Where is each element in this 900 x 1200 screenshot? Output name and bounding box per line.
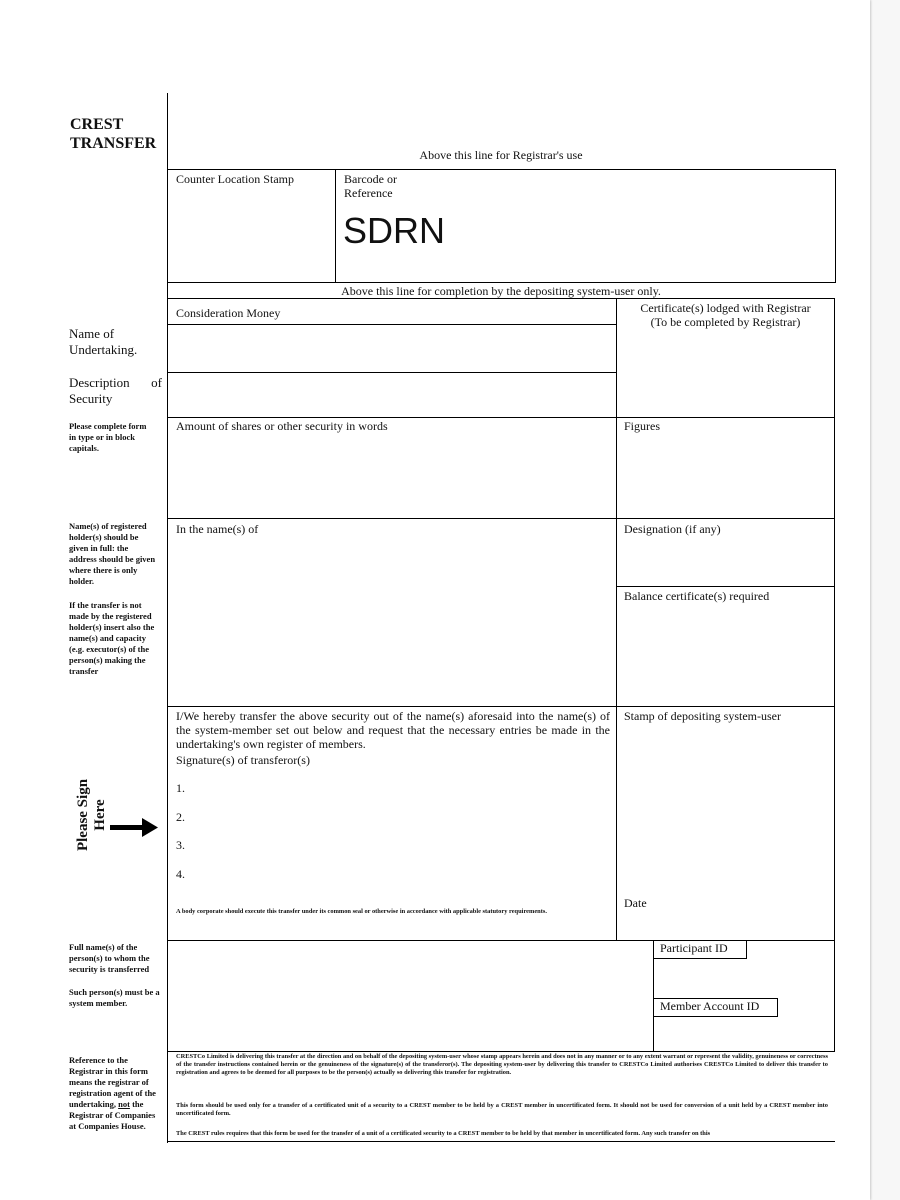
names-row-rule bbox=[167, 706, 835, 707]
arrow-right-icon bbox=[110, 818, 158, 838]
depositing-note-rule bbox=[167, 298, 835, 299]
sidebar-reference-not: not bbox=[118, 1099, 130, 1109]
sidebar-name-of-undertaking-line1: Name of bbox=[69, 326, 115, 341]
body-corporate-note: A body corporate should execute this transfer under its common seal or otherwise in accordance with applicable statutory requirements. bbox=[176, 908, 547, 915]
sidebar-full-names-note: Full name(s) of the person(s) to whom the security is transferred bbox=[69, 942, 150, 974]
stamp-depositing-label: Stamp of depositing system-user bbox=[624, 709, 781, 723]
sidebar-system-member-note: Such person(s) must be a system member. bbox=[69, 987, 160, 1008]
sidebar-transfer-not-made-note: If the transfer is not made by the registered holder(s) insert also the name(s) and capacity (e.g. executor(s) of the person(s) making the transfer bbox=[69, 600, 155, 676]
footer-paragraph-1: CRESTCo Limited is delivering this transfer at the direction and on behalf of the depositing system-user whose stamp appears herein and does not in any manner or to any extent warrant or represent the validity, genuineness or correctness of the transfer instructions contained herein or the genuineness of the signature(s) of the transferor(s). The depositing system-user by delivering this transfer to CRESTCo Limited authorises CRESTCo Limited to deliver this transfer to registration and agrees to be deemed for all purposes to be the person(s) actually so delivering this transfer for registration. bbox=[176, 1053, 828, 1076]
footer-paragraph-3: The CREST rules requires that this form be used for the transfer of a unit of a certificated security to a CREST member to be held by that member in uncertificated form. Any such transfer on this bbox=[176, 1130, 711, 1137]
footer-bottom-rule bbox=[167, 1141, 835, 1142]
participant-id-label: Participant ID bbox=[660, 941, 728, 955]
certificates-lodged-line1: Certificate(s) lodged with Registrar bbox=[640, 301, 811, 315]
sidebar-name-of-undertaking bbox=[69, 326, 137, 358]
registrar-box bbox=[167, 169, 836, 283]
amount-in-words-label: Amount of shares or other security in words bbox=[176, 419, 388, 433]
lower-section-right-edge bbox=[834, 940, 835, 1052]
consideration-money-label: Consideration Money bbox=[176, 306, 281, 320]
signatures-label: Signature(s) of transferor(s) bbox=[176, 753, 310, 767]
please-sign-here-text bbox=[75, 765, 109, 865]
counter-location-stamp-label: Counter Location Stamp bbox=[176, 172, 294, 186]
amount-row-rule bbox=[167, 518, 835, 519]
lower-section-bottom-rule bbox=[167, 1051, 835, 1052]
form-title bbox=[70, 115, 156, 153]
date-label: Date bbox=[624, 896, 647, 910]
undertaking-row-rule bbox=[167, 372, 616, 373]
consideration-row-rule bbox=[167, 324, 616, 325]
form-title-line1: CREST bbox=[70, 116, 124, 133]
sidebar-description-word: Description bbox=[69, 375, 130, 390]
registrar-box-divider bbox=[335, 169, 336, 283]
sidebar-reference-post: the Registrar of Companies at Companies House. bbox=[69, 1099, 156, 1131]
designation-label: Designation (if any) bbox=[624, 522, 721, 536]
sidebar-description-of-security bbox=[69, 375, 162, 407]
signature-line-3: 3. bbox=[176, 838, 185, 852]
sdrn-text: SDRN bbox=[343, 210, 446, 251]
main-grid-divider bbox=[616, 298, 617, 940]
signature-line-4: 4. bbox=[176, 867, 185, 881]
signature-line-2: 2. bbox=[176, 810, 185, 824]
member-account-id-label: Member Account ID bbox=[660, 999, 760, 1013]
sidebar-reference-note bbox=[69, 1055, 157, 1132]
sidebar-complete-form-note: Please complete form in type or in block capitals. bbox=[69, 421, 147, 453]
description-row-rule bbox=[167, 417, 835, 418]
balance-certificates-label: Balance certificate(s) required bbox=[624, 589, 770, 603]
sidebar-description-line2: Security bbox=[69, 391, 113, 406]
sidebar-reference-pre: Reference to the Registrar in this form means the registrar of registration agent of the undertaking, bbox=[69, 1055, 156, 1109]
figures-label: Figures bbox=[624, 419, 660, 433]
form-title-line2: TRANSFER bbox=[70, 135, 157, 152]
designation-row-rule bbox=[616, 586, 835, 587]
footer-paragraph-2: This form should be used only for a transfer of a certificated unit of a security to a CREST member to be held by a CREST member in uncertificated form. It should not be used for conversion of a unit held by a CREST member into uncertificated form. bbox=[176, 1102, 828, 1117]
sidebar-description-line1 bbox=[69, 375, 162, 391]
certificates-lodged-line2: (To be completed by Registrar) bbox=[650, 315, 801, 329]
main-grid-right-edge bbox=[834, 298, 835, 940]
sidebar-registered-holders-note: Name(s) of registered holder(s) should be given in full: the address should be given where there is only holder. bbox=[69, 521, 156, 586]
certificates-lodged-label bbox=[618, 301, 833, 329]
please-sign-line1: Please Sign bbox=[75, 778, 91, 852]
sidebar-name-of-undertaking-line2: Undertaking. bbox=[69, 342, 138, 357]
signature-line-1: 1. bbox=[176, 781, 185, 795]
barcode-label bbox=[344, 172, 397, 200]
sidebar-description-of: of bbox=[151, 375, 162, 390]
please-sign-here bbox=[72, 780, 112, 870]
barcode-label-line1: Barcode or bbox=[344, 172, 397, 186]
transfer-declaration: I/We hereby transfer the above security out of the name(s) aforesaid into the name(s) of the system-member set out below and request that the necessary entries be made in the undertaking's own register of members. bbox=[176, 709, 610, 751]
depositing-note: Above this line for completion by the depositing system-user only. bbox=[341, 284, 661, 298]
please-sign-line2: Here bbox=[92, 799, 108, 831]
in-names-of-label: In the name(s) of bbox=[176, 522, 259, 536]
barcode-label-line2: Reference bbox=[344, 186, 393, 200]
registrar-note: Above this line for Registrar's use bbox=[419, 148, 583, 162]
